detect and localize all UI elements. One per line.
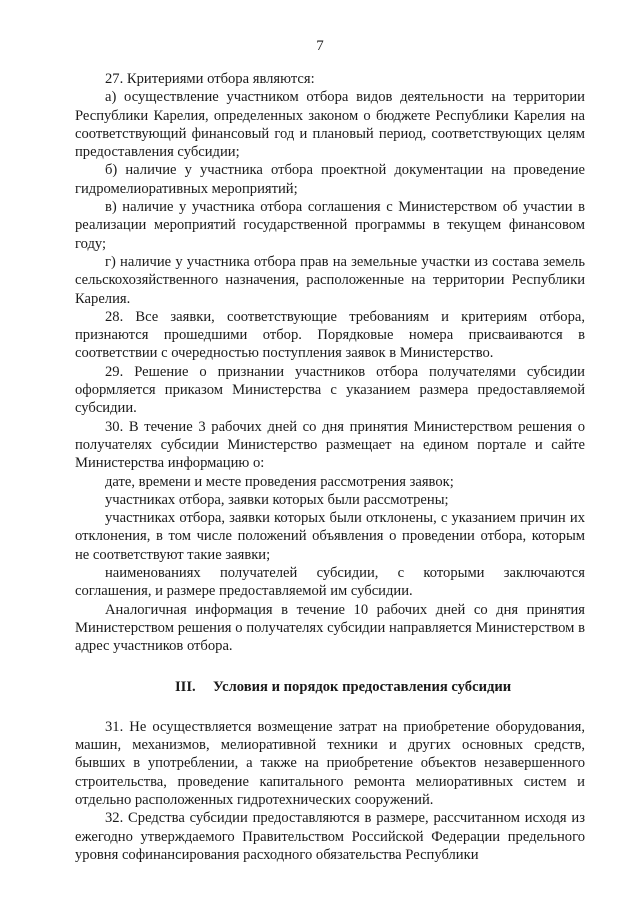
paragraph-27-a: а) осуществление участником отбора видов деятельности на территории Республики Карелия, определенных законом о бюджете Республики Карелия на соответствующий финансовый год и плановый период, соответствующих целям предоставления субсидии; bbox=[75, 89, 585, 161]
paragraph-27-c: в) наличие у участника отбора соглашения с Министерством об участии в реализации мероприятий государственной программы в текущем финансовом году; bbox=[75, 199, 585, 252]
section-heading-title: Условия и порядок предоставления субсидии bbox=[213, 678, 512, 695]
section-heading-number: III. bbox=[175, 678, 196, 695]
paragraph-27-b: б) наличие у участника отбора проектной документации на проведение гидромелиоративных мероприятий; bbox=[75, 162, 585, 197]
document-body bbox=[75, 70, 585, 864]
section-heading bbox=[75, 678, 585, 696]
paragraph-30-item-4: наименованиях получателей субсидии, с которыми заключаются соглашения, и размере предоставляемой им субсидии. bbox=[75, 565, 585, 600]
paragraph-30-item-3: участниках отбора, заявки которых были отклонены, с указанием причин их отклонения, в том числе положений объявления о проведении отбора, которым не соответствуют такие заявки; bbox=[75, 510, 585, 563]
paragraph-27-intro: 27. Критериями отбора являются: bbox=[105, 71, 315, 87]
page-number: 7 bbox=[316, 38, 324, 54]
paragraph-30-similar-info: Аналогичная информация в течение 10 рабочих дней со дня принятия Министерством решения о получателях субсидии направляется Министерством в адрес участников отбора. bbox=[75, 601, 585, 655]
paragraph-30-item-1: дате, времени и месте проведения рассмотрения заявок; bbox=[105, 473, 454, 490]
paragraph-29: 29. Решение о признании участников отбора получателями субсидии оформляется приказом Министерства с указанием размера предоставляемой субсидии. bbox=[75, 363, 585, 417]
paragraph-31: 31. Не осуществляется возмещение затрат на приобретение оборудования, машин, механизмов, мелиоративной техники и других основных средств, бывших в употреблении, а также на приобретение объектов незавершенного строительства, проведение капитального ремонта мелиоративных систем и отдельно расположенных гидротехнических сооружений. bbox=[75, 718, 585, 808]
paragraph-32: 32. Средства субсидии предоставляются в размере, рассчитанном исходя из ежегодно утверждаемого Правительством Российской Федерации предельного уровня софинансирования расходного обязательства Республики bbox=[75, 810, 585, 863]
paragraph-27-d: г) наличие у участника отбора прав на земельные участки из состава земель сельскохозяйственного назначения, расположенные на территории Республики Карелия. bbox=[75, 253, 585, 307]
paragraph-30: 30. В течение 3 рабочих дней со дня принятия Министерством решения о получателях субсидии Министерство размещает на едином портале и сайте Министерства информацию о: bbox=[75, 418, 585, 472]
paragraph-28: 28. Все заявки, соответствующие требованиям и критериям отбора, признаются прошедшими отбор. Порядковые номера присваиваются в соответствии с очередностью поступления заявок в Министерство. bbox=[75, 308, 585, 362]
paragraph-30-item-2: участниках отбора, заявки которых были рассмотрены; bbox=[105, 491, 449, 508]
